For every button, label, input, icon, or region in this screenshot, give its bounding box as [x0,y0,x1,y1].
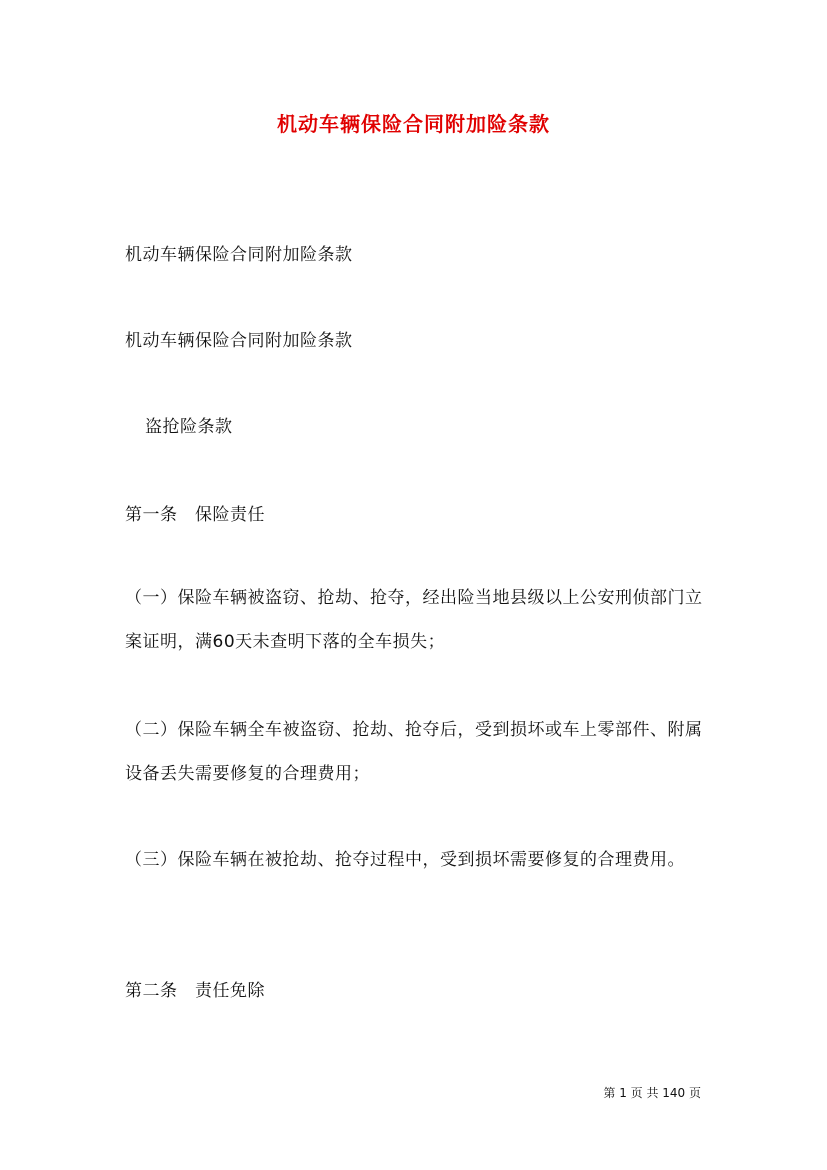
article-1-heading: 第一条 保险责任 [125,505,265,525]
subtitle-line-1: 机动车辆保险合同附加险条款 [125,245,353,265]
document-title: 机动车辆保险合同附加险条款 [277,112,550,136]
article-1-item-2: （二）保险车辆全车被盗窃、抢劫、抢夺后，受到损坏或车上零部件、附属设备丢失需要修复的合理费用； [125,720,703,784]
article-1-item-3: （三）保险车辆在被抢劫、抢夺过程中，受到损坏需要修复的合理费用。 [125,850,685,870]
article-2-heading: 第二条 责任免除 [125,981,265,1001]
subtitle-line-2: 机动车辆保险合同附加险条款 [125,331,353,351]
article-1-item-1: （一）保险车辆被盗窃、抢劫、抢夺，经出险当地县级以上公安刑侦部门立案证明，满60天未查明下落的全车损失； [125,588,703,652]
page-number-footer: 第 1 页 共 140 页 [603,1086,701,1100]
section-title: 盗抢险条款 [145,417,233,437]
